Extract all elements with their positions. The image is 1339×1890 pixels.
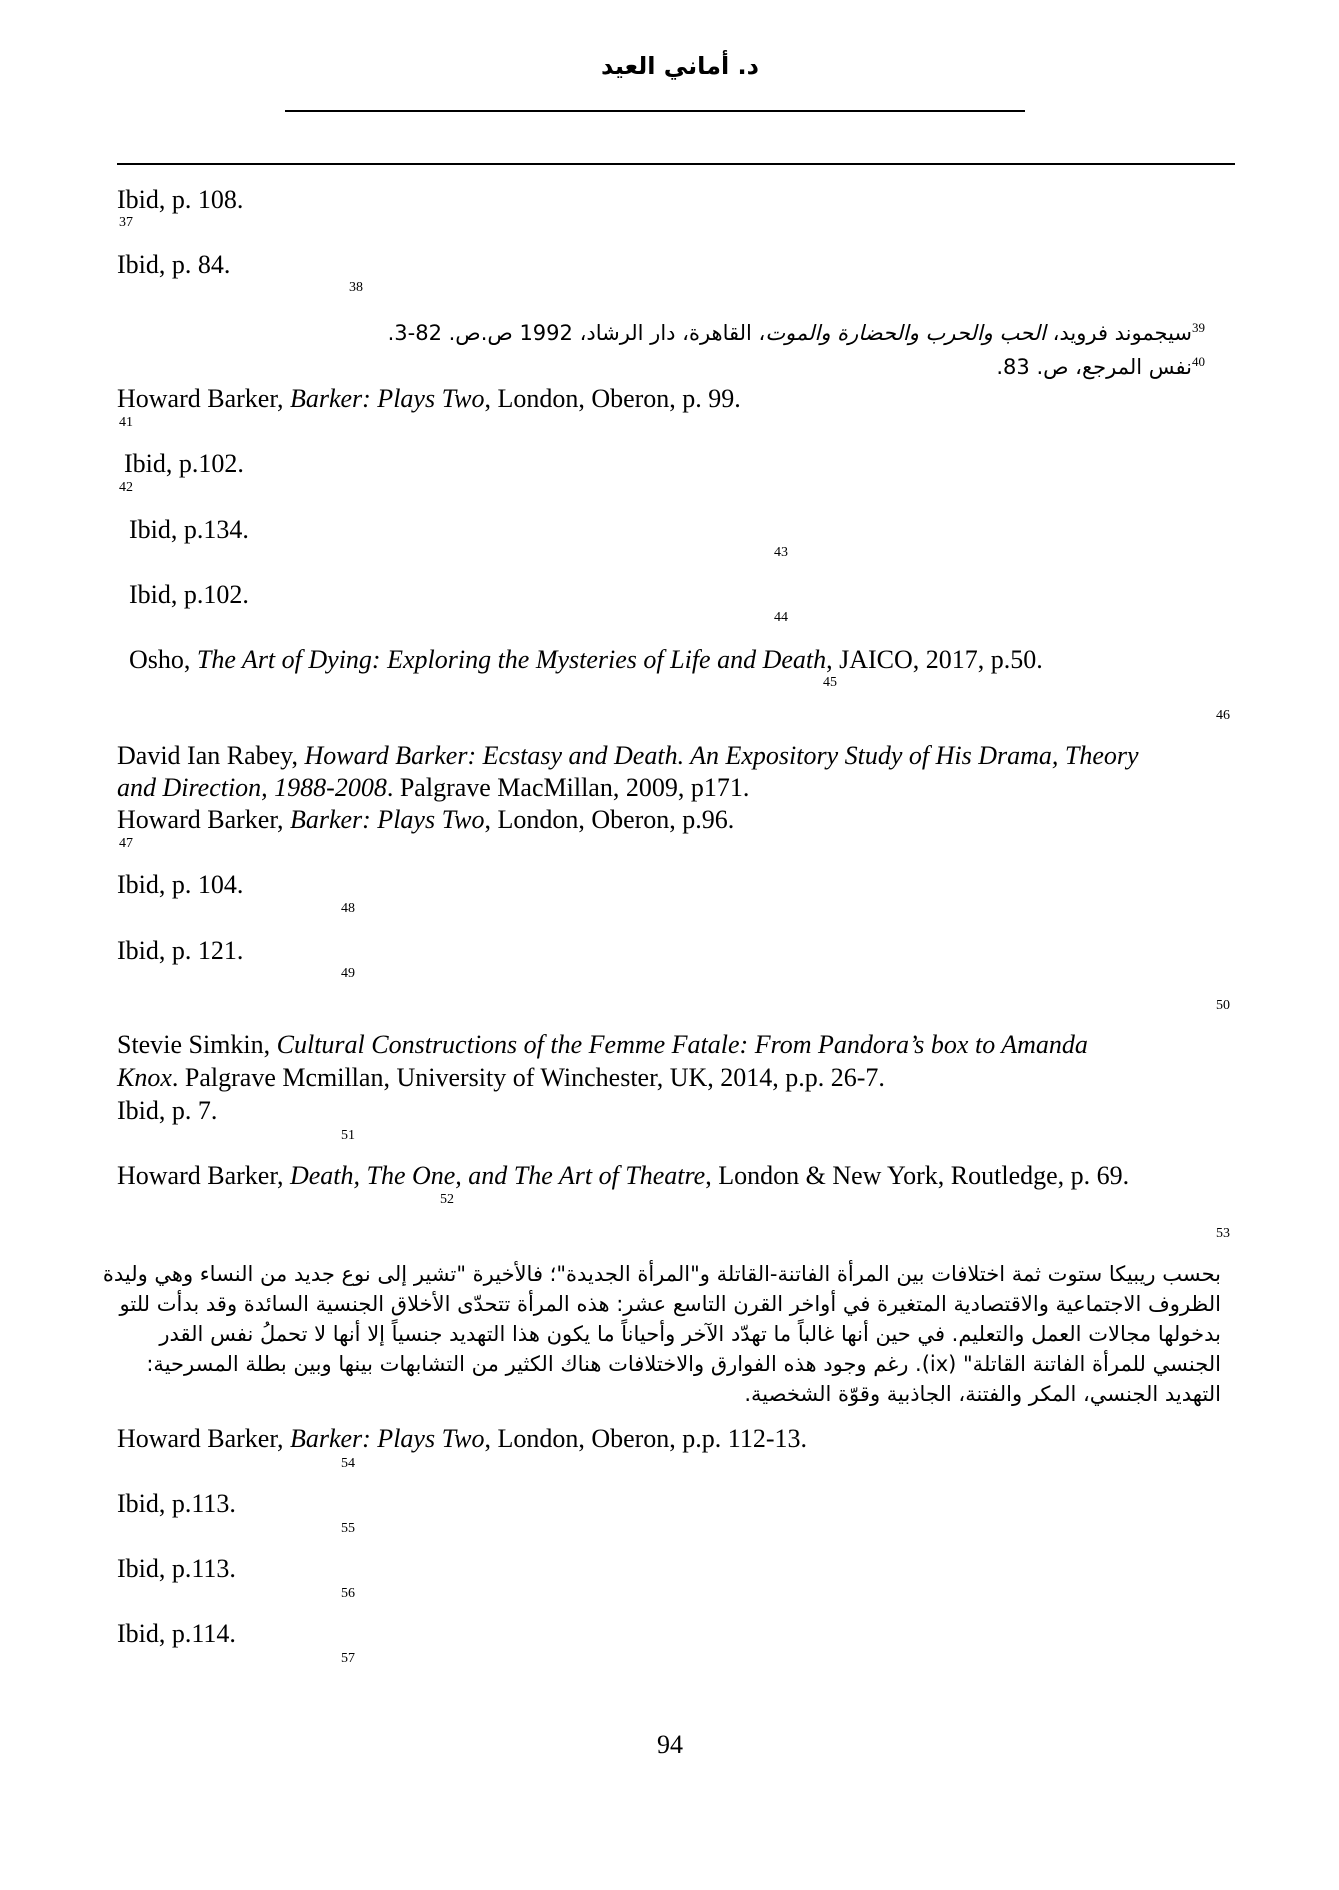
footnote-number: 44 [774,610,788,625]
footnote-text: Ibid, p.114. [117,1619,236,1648]
footnote-number: 53 [1216,1226,1230,1241]
footnote-number: 39 [1192,320,1205,335]
footnote-citation: Osho, The Art of Dying: Exploring the Mysteries of Life and Death, JAICO, 2017, p.50. [129,645,1043,674]
running-header-author: د. أماني العيد [601,52,759,80]
page-number: 94 [657,1730,683,1759]
footnote-number: 56 [341,1586,355,1601]
footnote-number: 46 [1216,708,1230,723]
footnote-text: Ibid, p.113. [117,1489,236,1518]
footnote-number: 51 [341,1128,355,1143]
arabic-line: بحسب ريبيكا ستوت ثمة اختلافات بين المرأة الفاتنة-القاتلة و"المرأة الجديدة"؛ فالأخيرة "تشير إلى نوع جديد من النساء وهي وليدة [102,1262,1221,1286]
footnote-number: 47 [119,836,133,851]
footnote-number: 55 [341,1521,355,1536]
footnote-text: Ibid, p. 84. [117,250,231,279]
footnote-number: 49 [341,966,355,981]
footnote-citation: Stevie Simkin, Cultural Constructions of the Femme Fatale: From Pandora’s box to Amanda [117,1030,1088,1059]
footnote-number: 50 [1216,998,1230,1013]
footnote-number: 41 [119,415,133,430]
footnote-citation: Howard Barker, Death, The One, and The Art of Theatre, London & New York, Routledge, p. 69. [117,1161,1130,1190]
footnote-39-arabic: $^{39}$سيجموند فرويد، الحب والحرب والحضارة والموت، القاهرة، دار الرشاد، 1992 ص.ص. 82-3. [387,320,1205,345]
footnote-number: 57 [341,1651,355,1666]
footnote-number: 37 [119,215,133,230]
footnote-citation: Howard Barker, Barker: Plays Two, London, Oberon, p.p. 112-13. [117,1424,808,1453]
footnote-text: Ibid, p.102. [124,449,244,478]
footnote-text: Ibid, p. 7. [117,1096,218,1125]
header-rule [285,110,1025,112]
footnote-citation: David Ian Rabey, Howard Barker: Ecstasy and Death. An Expository Study of His Drama, Theory [117,741,1139,770]
footnote-text: Ibid, p. 104. [117,870,244,899]
arabic-line: الجنسي للمرأة الفاتنة القاتلة" (ix). رغم وجود هذه الفوارق والاختلافات هناك الكثير من التشابهات بينها وبين بطلة المسرحية: [146,1352,1221,1376]
footnote-citation: Howard Barker, Barker: Plays Two, London, Oberon, p.96. [117,805,735,834]
footnote-citation-cont: Knox. Palgrave Mcmillan, University of Winchester, UK, 2014, p.p. 26-7. [117,1063,885,1092]
footnote-number: 40 [1192,354,1205,369]
footnote-text: Ibid, p.134. [129,515,249,544]
footnote-40-arabic: $^{40}$نفس المرجع، ص. 83. [996,354,1205,379]
arabic-line: التهديد الجنسي، المكر والفتنة، الجاذبية وقوّة الشخصية. [744,1382,1221,1406]
footnote-number: 45 [823,675,837,690]
footnote-separator [117,163,1235,165]
footnote-number: 38 [349,280,363,295]
footnote-text: Ibid, p. 108. [117,185,244,214]
footnote-number: 43 [774,545,788,560]
arabic-line: الظروف الاجتماعية والاقتصادية المتغيرة في أواخر القرن التاسع عشر: هذه المرأة تتحدّى الأخلاق الجنسية السائدة وقد بدأت للتو [119,1292,1221,1316]
footnote-number: 52 [440,1192,454,1207]
footnote-text: Ibid, p.113. [117,1554,236,1583]
footnote-text: Ibid, p.102. [129,580,249,609]
arabic-line: بدخولها مجالات العمل والتعليم. في حين أنها غالباً ما تهدّد الآخر وأحياناً ما يكون هذا التهديد جنسياً إلا أنها لا تحملُ نفس القدر [159,1322,1221,1346]
footnote-citation-cont: and Direction, 1988-2008. Palgrave MacMillan, 2009, p171. [117,773,750,802]
footnote-number: 48 [341,901,355,916]
footnote-number: 54 [341,1456,355,1471]
footnote-citation: Howard Barker, Barker: Plays Two, London, Oberon, p. 99. [117,384,741,413]
footnote-text: Ibid, p. 121. [117,936,244,965]
footnote-number: 42 [119,480,133,495]
